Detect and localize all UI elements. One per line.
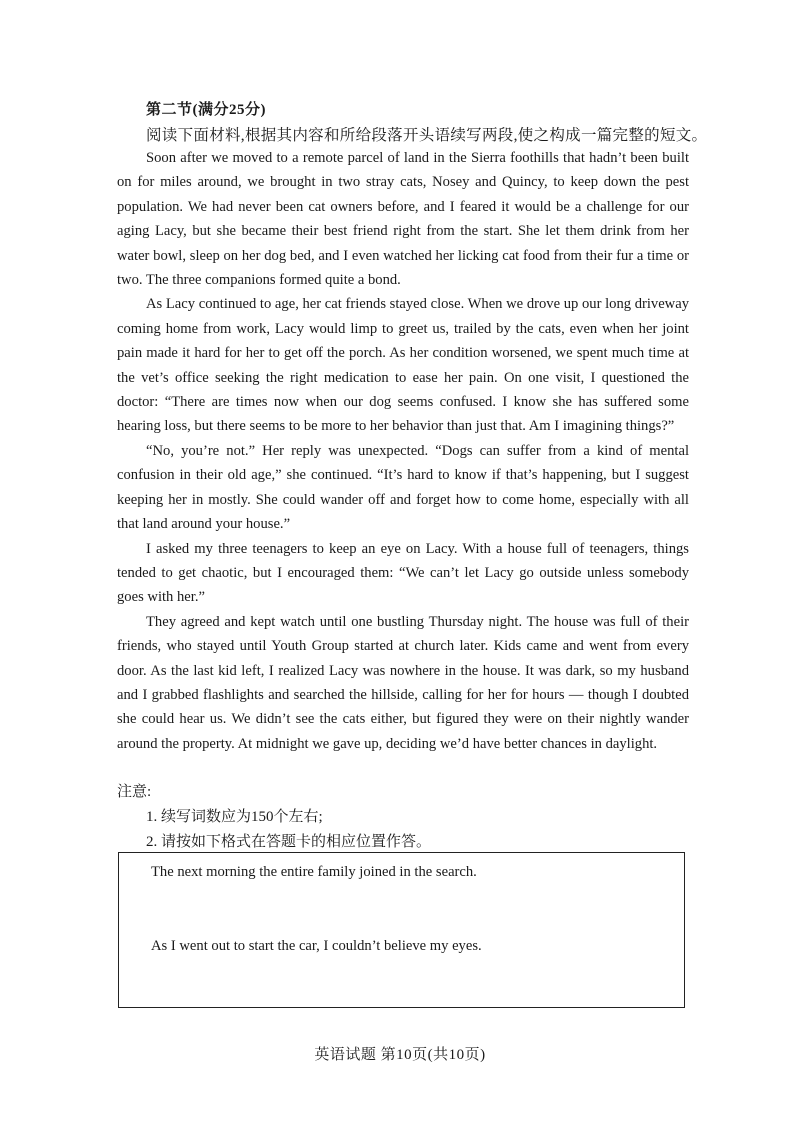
notes-label: 注意: bbox=[117, 784, 152, 800]
story-paragraph: They agreed and kept watch until one bustling Thursday night. The house was full of their friends, who stayed until Youth Group started at church later. Kids came and went from every door. As the last kid left, I realized Lacy was nowhere in the house. It was dark, so my husband and I grabbed flashlights and searched the hillside, calling for her for hours — though I doubted she could hear us. We didn’t see the cats either, but figured they were on their nightly wander around the property. At midnight we gave up, deciding we’d have better chances in daylight. bbox=[117, 613, 689, 752]
story-paragraph: As Lacy continued to age, her cat friends stayed close. When we drove up our long driveway coming home from work, Lacy would limp to greet us, trailed by the cats, even when her joint pain made it hard for her to get off the porch. As her condition worsened, we spent much time at the vet’s office seeking the right medication to ease her pain. On one visit, I questioned the doctor: “There are times now when our dog seems confused. I know she has suffered some hearing loss, but there seems to be more to her behavior than just that. Am I imagining things?” bbox=[117, 296, 689, 435]
story-paragraph: “No, you’re not.” Her reply was unexpected. “Dogs can suffer from a kind of mental confusion in their old age,” she continued. “It’s hard to know if that’s happening, but I suggest keeping her in mostly. She could wander off and forget how to come home, especially with all that land around your house.” bbox=[117, 442, 689, 533]
page-footer: 英语试题 第10页(共10页) bbox=[314, 1047, 486, 1063]
paragraph-opening-1: The next morning the entire family joined in the search. bbox=[151, 864, 477, 880]
note-item-format: 2. 请按如下格式在答题卡的相应位置作答。 bbox=[146, 834, 432, 850]
answer-format-box bbox=[118, 852, 685, 1008]
section-instruction: 阅读下面材料,根据其内容和所给段落开头语续写两段,使之构成一篇完整的短文。 bbox=[146, 127, 708, 144]
story-paragraph: Soon after we moved to a remote parcel of land in the Sierra foothills that hadn’t been built on for miles around, we brought in two stray cats, Nosey and Quincy, to keep down the pest population. We had never been cat owners before, and I feared it would be a challenge for our aging Lacy, but she became their best friend right from the start. She let them drink from her water bowl, sleep on her dog bed, and I even watched her licking cat food from their fur a time or two. The three companions formed quite a bond. bbox=[117, 150, 689, 289]
note-item-word-count: 1. 续写词数应为150个左右; bbox=[146, 809, 323, 825]
story-paragraph: I asked my three teenagers to keep an eye on Lacy. With a house full of teenagers, things tended to get chaotic, but I encouraged them: “We can’t let Lacy go outside unless somebody goes with her.” bbox=[117, 540, 689, 606]
paragraph-opening-2: As I went out to start the car, I couldn’t believe my eyes. bbox=[151, 938, 482, 954]
story-text bbox=[117, 146, 689, 756]
section-title: 第二节(满分25分) bbox=[146, 102, 266, 118]
